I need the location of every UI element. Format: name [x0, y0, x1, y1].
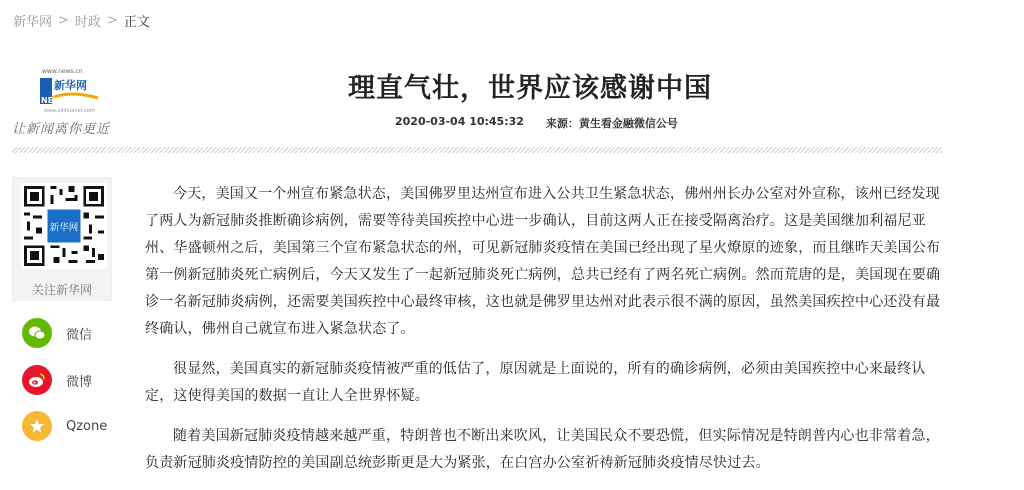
logo-sub-text: www.xinhuanet.com	[44, 108, 95, 114]
article-source-label: 来源：	[545, 117, 579, 130]
logo-news-text: NEWS	[41, 96, 68, 105]
breadcrumb-separator: >	[58, 13, 69, 28]
breadcrumb-current: 正文	[123, 15, 150, 30]
breadcrumb-section-link[interactable]: 时政	[74, 15, 101, 30]
article-source-name: 黄生看金融微信公号	[578, 117, 678, 130]
breadcrumb-separator: >	[106, 13, 118, 28]
article-paragraph: 很显然，美国真实的新冠肺炎疫情被严重的低估了，原因就是上面说的，所有的确诊病例，必须由美国疾控中心来最终认定，这使得美国的数据一直让人全世界怀疑。	[145, 361, 926, 404]
article-date: 2020-03-04 10:45:32	[395, 115, 524, 128]
article-meta	[395, 115, 678, 131]
breadcrumb	[13, 11, 150, 30]
wechat-icon	[22, 318, 52, 348]
breadcrumb-home-link[interactable]: 新华网	[13, 15, 53, 30]
share-qzone-button[interactable]	[22, 411, 107, 441]
weibo-icon	[22, 365, 52, 395]
logo-slogan: 让新闻离你更近	[12, 122, 111, 137]
qr-follow-box	[12, 177, 112, 301]
article-paragraph: 随着美国新冠肺炎疫情越来越严重，特朗普也不断出来吹风，让美国民众不要恐慌，但实际情况是特朗普内心也非常着急，负责新冠肺炎疫情防控的美国副总统彭斯更是大为紧张，在白宫办公室祈祷新冠肺炎疫情尽快过去。	[145, 428, 940, 471]
share-weibo-button[interactable]	[22, 365, 92, 395]
logo-brand-text: 新华网	[54, 79, 87, 92]
qr-follow-label: 关注新华网	[31, 283, 92, 297]
xinhua-logo[interactable]	[12, 68, 122, 137]
share-wechat-button[interactable]	[22, 318, 92, 348]
qr-code	[21, 183, 107, 269]
article-body	[145, 181, 945, 490]
logo-url-text: www.news.cn	[42, 68, 83, 75]
qr-center-text: 新华网	[49, 222, 79, 234]
share-weibo-label: 微博	[66, 374, 93, 390]
xinhua-news-logo-mark	[40, 76, 100, 106]
article-paragraph: 今天，美国又一个州宣布紧急状态，美国佛罗里达州宣布进入公共卫生紧急状态，佛州州长办公室对外宣称，该州已经发现了两人为新冠肺炎推断确诊病例，需要等待美国疾控中心进一步确认，目前这两人正在接受隔离治疗。这是美国继加利福尼亚州、华盛顿州之后，美国第三个宣布紧急状态的州，可见新冠肺炎疫情在美国已经出现了星火燎原的迹象，而且继昨天美国公布第一例新冠肺炎死亡病例后，今天又发生了一起新冠肺炎死亡病例，总共已经有了两名死亡病例。然而荒唐的是，美国现在要确诊一名新冠肺炎病例，还需要美国疾控中心最终审核，这也就是佛罗里达州对此表示很不满的原因，虽然美国疾控中心还没有最终确认，佛州自己就宣布进入紧急状态了。	[145, 186, 941, 337]
share-qzone-label: Qzone	[66, 418, 108, 434]
share-wechat-label: 微信	[66, 327, 93, 343]
article-source	[546, 115, 678, 131]
qzone-icon	[22, 411, 52, 441]
title-divider	[12, 147, 942, 153]
article-title: 理直气壮，世界应该感谢中国	[348, 73, 712, 104]
